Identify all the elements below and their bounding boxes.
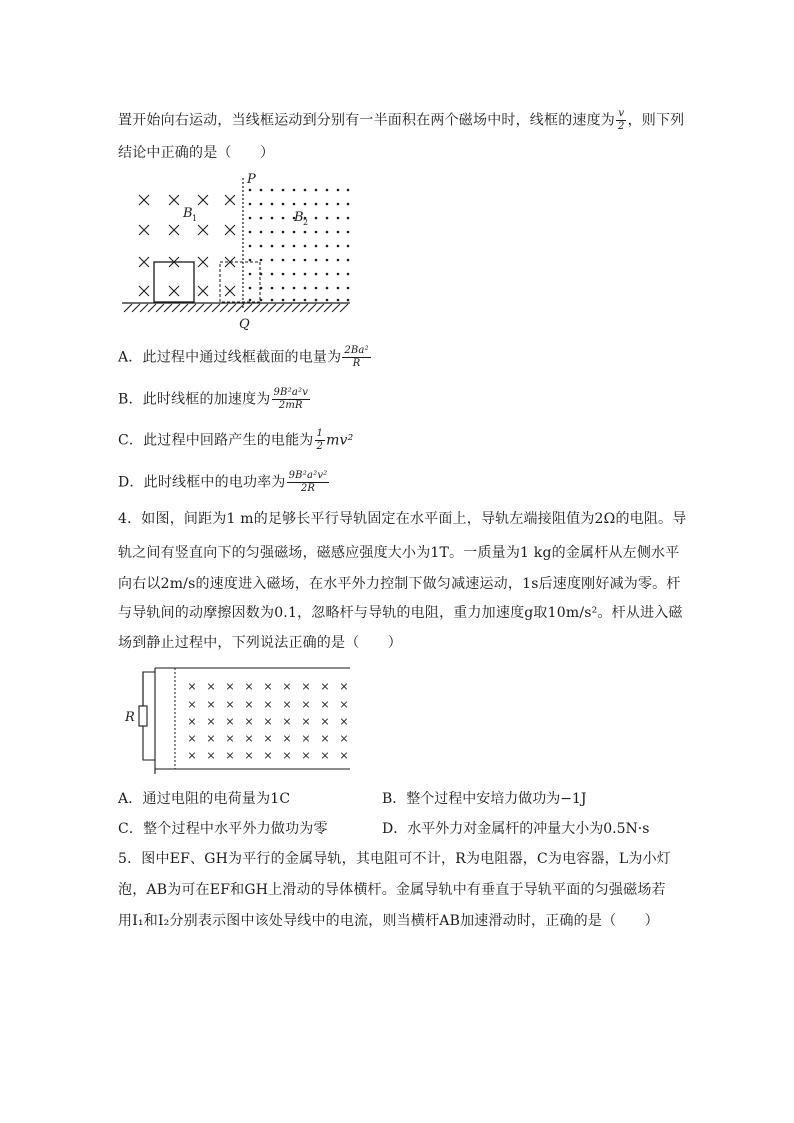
q4-option-d: D．水平外力对金属杆的冲量大小为0.5N·s bbox=[382, 821, 650, 837]
svg-text:×: × bbox=[244, 715, 254, 728]
svg-text:×: × bbox=[301, 698, 311, 711]
q3-option-b-den: 2mR bbox=[278, 400, 303, 411]
svg-text:×: × bbox=[225, 680, 235, 693]
label-b1-sub: 1 bbox=[192, 214, 198, 223]
q5-line-1: 5．图中EF、GH为平行的金属导轨，其电阻可不计，R为电阻器，C为电容器，L为小灯 bbox=[118, 851, 671, 867]
svg-text:×: × bbox=[301, 715, 311, 728]
svg-text:×: × bbox=[282, 749, 292, 762]
figure-1-two-fields bbox=[118, 170, 358, 335]
svg-text:×: × bbox=[225, 749, 235, 762]
q4-option-c: C．整个过程中水平外力做功为零 bbox=[118, 821, 328, 837]
q3-option-c-tail: mv² bbox=[326, 432, 354, 449]
svg-text:×: × bbox=[339, 680, 349, 693]
svg-text:×: × bbox=[263, 715, 273, 728]
q4-line-2: 轨之间有竖直向下的匀强磁场，磁感应强度大小为1T。一质量为1 kg的金属杆从左侧水平 bbox=[118, 545, 680, 561]
svg-text:×: × bbox=[244, 732, 254, 745]
svg-text:×: × bbox=[282, 698, 292, 711]
q4-option-b: B．整个过程中安培力做功为−1J bbox=[382, 791, 587, 807]
svg-text:×: × bbox=[206, 698, 216, 711]
q3-option-b bbox=[118, 387, 311, 412]
svg-text:×: × bbox=[339, 749, 349, 762]
ground-hatching bbox=[124, 304, 348, 312]
q3-velocity-numerator: v bbox=[618, 108, 625, 119]
svg-text:×: × bbox=[263, 749, 273, 762]
q3-option-a-text: A．此过程中通过线框截面的电量为 bbox=[118, 349, 342, 366]
svg-text:×: × bbox=[339, 698, 349, 711]
q4-field-crosses bbox=[187, 680, 348, 762]
svg-text:×: × bbox=[301, 749, 311, 762]
svg-text:×: × bbox=[206, 749, 216, 762]
q5-line-2: 泡，AB为可在EF和GH上滑动的导体横杆。金属导轨中有垂直于导轨平面的匀强磁场若 bbox=[118, 882, 666, 898]
label-b1: B bbox=[183, 206, 193, 221]
svg-text:×: × bbox=[301, 680, 311, 693]
svg-text:×: × bbox=[187, 715, 197, 728]
square-frame-start bbox=[154, 262, 194, 302]
svg-text:×: × bbox=[339, 732, 349, 745]
svg-text:×: × bbox=[244, 749, 254, 762]
q3-option-a bbox=[118, 345, 372, 370]
svg-text:×: × bbox=[263, 680, 273, 693]
q3-option-c-den: 2 bbox=[316, 441, 324, 452]
figure-2-rails-resistor bbox=[118, 662, 358, 777]
svg-text:×: × bbox=[263, 698, 273, 711]
label-q: Q bbox=[239, 317, 250, 332]
label-p: P bbox=[247, 172, 256, 187]
q4-line-3: 向右以2m/s的速度进入磁场，在水平外力控制下做匀减速运动，1s后速度刚好减为零。杆 bbox=[118, 576, 681, 592]
label-b2-sub: 2 bbox=[303, 218, 309, 227]
svg-text:×: × bbox=[225, 715, 235, 728]
q4-line-1: 4．如图，间距为1 m的足够长平行导轨固定在水平面上，导轨左端接阻值为2Ω的电阻。导 bbox=[118, 511, 687, 527]
q3-intro-line-1 bbox=[118, 108, 684, 133]
b2-dots bbox=[249, 189, 350, 302]
svg-text:×: × bbox=[282, 680, 292, 693]
q5-line-3: 用I₁和I₂分别表示图中该处导线中的电流，则当横杆AB加速滑动时，正确的是（ ） bbox=[118, 913, 659, 929]
q3-option-a-num: 2Ba² bbox=[344, 345, 369, 356]
q3-velocity-fraction bbox=[616, 108, 627, 133]
svg-text:×: × bbox=[244, 698, 254, 711]
svg-text:×: × bbox=[282, 732, 292, 745]
svg-text:×: × bbox=[206, 680, 216, 693]
label-r: R bbox=[125, 710, 135, 725]
q3-option-b-num: 9B²a²v bbox=[273, 387, 309, 398]
q3-intro-text-b: ，则下列 bbox=[627, 112, 685, 129]
q4-line-4: 与导轨间的动摩擦因数为0.1，忽略杆与导轨的电阻，重力加速度g取10m/s²。杆从进入磁 bbox=[118, 605, 683, 621]
svg-text:×: × bbox=[320, 680, 330, 693]
svg-text:×: × bbox=[187, 698, 197, 711]
q3-intro-line-2: 结论中正确的是（ ） bbox=[118, 145, 275, 161]
svg-text:×: × bbox=[320, 715, 330, 728]
svg-text:×: × bbox=[301, 732, 311, 745]
q3-option-c-fraction bbox=[315, 428, 326, 453]
q4-option-a: A．通过电阻的电荷量为1C bbox=[118, 791, 291, 807]
svg-text:×: × bbox=[320, 749, 330, 762]
svg-text:×: × bbox=[263, 732, 273, 745]
svg-text:×: × bbox=[339, 715, 349, 728]
svg-text:×: × bbox=[320, 698, 330, 711]
svg-text:×: × bbox=[206, 732, 216, 745]
svg-text:×: × bbox=[206, 715, 216, 728]
q3-option-d-fraction bbox=[287, 470, 330, 495]
svg-text:×: × bbox=[187, 749, 197, 762]
q4-line-5: 场到静止过程中，下列说法正确的是（ ） bbox=[118, 635, 402, 651]
resistor-wire bbox=[143, 672, 155, 706]
q3-option-b-fraction bbox=[272, 387, 311, 412]
q3-option-d bbox=[118, 470, 330, 495]
q3-option-d-text: D．此时线框中的电功率为 bbox=[118, 474, 286, 491]
svg-text:×: × bbox=[282, 715, 292, 728]
square-frame-dashed bbox=[220, 262, 260, 302]
q3-option-b-text: B．此时线框的加速度为 bbox=[118, 391, 271, 408]
q3-option-c-num: 1 bbox=[316, 428, 324, 439]
q3-option-a-fraction bbox=[342, 345, 370, 370]
svg-text:×: × bbox=[187, 680, 197, 693]
svg-text:×: × bbox=[187, 732, 197, 745]
q3-option-c bbox=[118, 428, 353, 453]
q3-velocity-denominator: 2 bbox=[618, 121, 625, 132]
svg-text:×: × bbox=[320, 732, 330, 745]
svg-text:×: × bbox=[225, 732, 235, 745]
q3-intro-text-a: 置开始向右运动，当线框运动到分别有一半面积在两个磁场中时，线框的速度为 bbox=[118, 112, 615, 129]
label-b2: B bbox=[294, 210, 304, 225]
svg-text:×: × bbox=[244, 680, 254, 693]
q3-option-d-den: 2R bbox=[300, 483, 316, 494]
q3-option-d-num: 9B²a²v² bbox=[288, 470, 328, 481]
q3-option-c-text: C．此过程中回路产生的电能为 bbox=[118, 432, 314, 449]
resistor bbox=[139, 706, 147, 726]
q3-option-a-den: R bbox=[352, 358, 361, 369]
svg-text:×: × bbox=[225, 698, 235, 711]
